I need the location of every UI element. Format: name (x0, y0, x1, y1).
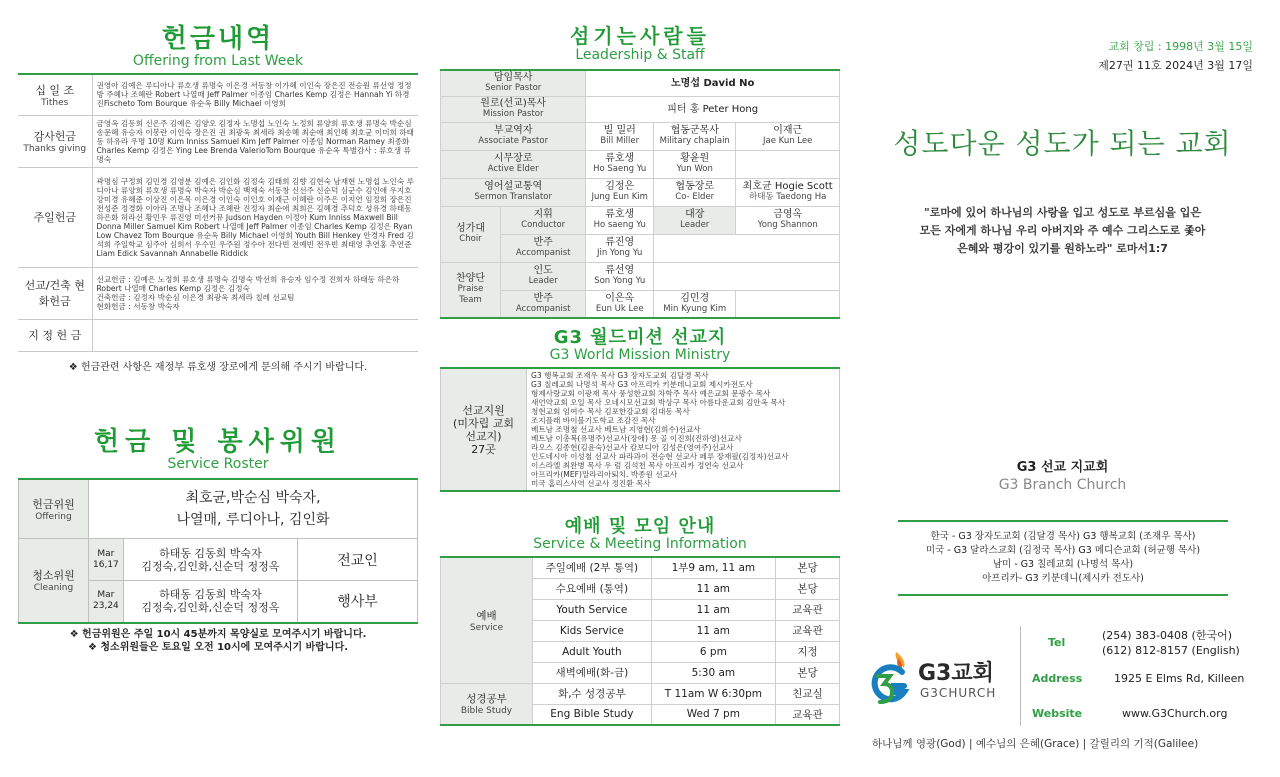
staff-empty (736, 290, 840, 318)
staff-name (586, 206, 654, 234)
service-name: 주일예배 (2부 통역) (533, 557, 652, 578)
members-line-1: 하태동 김동희 박숙자 (159, 588, 262, 602)
members-line-1: 하태동 김동희 박숙자 (159, 546, 262, 560)
mission-section (440, 323, 840, 492)
role-en: Praise (457, 284, 484, 295)
offering-names: 권영아 김예은 루디아나 류호생 류명숙 이은경 서동창 이가혜 이인숙 장은진 전승원 류선영 정정방 주혜나 조혜란 Robert 나열매 Jeff Palmer 이종임 Charles Kemp 김정은 Hannah Yi 하경진Fischeto Tom Bourque 유순옥 Billy Michael 이영희 (92, 75, 418, 115)
staff-name (586, 262, 654, 290)
offering-role (19, 479, 89, 539)
mission-list (527, 368, 840, 491)
name-ko: 류호생 (605, 209, 635, 220)
service-time: 11 am (651, 599, 775, 620)
offering-title: 헌금내역 (161, 24, 275, 54)
staff-column (440, 0, 840, 726)
staff-role (441, 70, 586, 96)
service-place: 교육관 (776, 599, 840, 620)
staff-role (441, 150, 586, 178)
role-ko: 인도 (533, 265, 553, 276)
role-en: Team (459, 295, 482, 306)
role-en: Accompanist (515, 248, 571, 258)
table-row (441, 96, 840, 122)
staff-empty (654, 234, 840, 262)
group-en: Bible Study (460, 706, 513, 717)
table-row (18, 319, 418, 351)
table-row (18, 75, 418, 115)
name-en: Jae Kun Lee (763, 136, 813, 146)
name-ko: 황윤원 (680, 153, 710, 164)
staff-role (501, 206, 586, 234)
tel-numbers (1102, 628, 1240, 658)
table-row (19, 479, 418, 539)
table-row (441, 70, 840, 96)
branch-item: 남미 - G3 칠레교회 (나명석 목사) (992, 559, 1134, 570)
name-en: Min Kyung Kim (663, 303, 727, 314)
offering-label (18, 319, 92, 351)
staff-name (654, 290, 736, 318)
name-en: 하태동 Taedong Ha (749, 192, 827, 202)
service-section (440, 512, 840, 726)
issue-number: 제27권 11호 2024년 3월 17일 (1098, 59, 1253, 72)
role-en: Accompanist (515, 303, 571, 314)
name-ko: 이재근 (773, 125, 803, 136)
service-time: 11 am (651, 578, 775, 599)
staff-role (501, 234, 586, 262)
mission-table (440, 367, 840, 492)
branch-subtitle: G3 Branch Church (998, 477, 1127, 493)
website-link[interactable]: www.G3Church.org (1122, 707, 1228, 720)
date-days: 16,17 (93, 559, 119, 570)
roster-title: 헌금 및 봉사위원 (94, 426, 342, 457)
roster-note-1: ❖ 헌금위원은 주일 10시 45분까지 목양실로 모여주시기 바랍니다. (69, 628, 367, 640)
role-en: Active Elder (487, 164, 539, 174)
label-ko: 선교/건축 현화헌금 (24, 279, 85, 308)
staff-title: 섬기는사람들 (570, 24, 710, 48)
label-en: Tithes (41, 97, 69, 108)
name-en: Military chaplain (659, 136, 730, 146)
service-place: 본당 (776, 662, 840, 683)
staff-role (441, 178, 586, 206)
verse-line: 은혜와 평강이 있기를 원하노라" 로마서1:7 (957, 242, 1168, 255)
mission-line: 베트남 이총복(유명주)선교사(장애) 몽 골 이진희(진하영)선교사 (531, 434, 742, 443)
cleaning-date (89, 581, 124, 623)
staff-section (440, 20, 840, 319)
date-month: Mar (97, 590, 115, 601)
staff-name (586, 178, 654, 206)
role-ko: 영어설교통역 (484, 181, 543, 192)
staff-empty (736, 150, 840, 178)
table-row (18, 115, 418, 167)
offering-label (18, 115, 92, 167)
service-name: 화,수 성경공부 (533, 683, 652, 704)
roster-note-2: ❖ 청소위원들은 토요일 오전 10시에 모여주시기 바랍니다. (87, 641, 349, 653)
staff-name (586, 150, 654, 178)
cleaning-group: 전교인 (298, 539, 418, 581)
name-ko: 류선영 (605, 265, 635, 276)
date-days: 23,24 (93, 601, 119, 612)
service-table (440, 556, 840, 726)
address-label: Address (1032, 672, 1083, 685)
staff-name (736, 178, 840, 206)
name-en: Jin Yong Yu (597, 248, 643, 258)
mission-title: G3 월드미션 선교지 (553, 327, 727, 348)
address-value: 1925 E Elms Rd, Killeen (1114, 672, 1245, 685)
founded-date: 교회 창립 : 1998년 3월 15일 (1108, 40, 1253, 53)
cleaning-group: 행사부 (298, 581, 418, 623)
service-title: 예배 및 모임 안내 (564, 516, 716, 537)
name-ko: 협동장로 (675, 181, 715, 192)
branch-header (860, 456, 1265, 493)
members-line-1: 최호균,박순심 박숙자, (185, 489, 321, 506)
name-en: Ho Saeng Yu (593, 164, 647, 174)
cleaning-role (19, 539, 89, 623)
role-ko: 반주 (533, 292, 553, 304)
name-ko: 김민경 (680, 292, 710, 304)
issue-info (1098, 38, 1253, 73)
service-place: 교육관 (776, 704, 840, 725)
service-time: 5:30 am (651, 662, 775, 683)
service-name: Kids Service (533, 620, 652, 641)
g3-logo-icon (866, 648, 912, 708)
name-en: Ho saeng Yu (593, 220, 646, 230)
mission-line: 베트남 조명철 선교사 베트남 지영현(김희수)선교사 (531, 425, 701, 434)
name-ko: 김정은 (605, 181, 635, 192)
service-group-label (441, 683, 533, 725)
date-month: Mar (97, 548, 115, 559)
name-ko: 류호생 (605, 153, 635, 164)
branch-item: 미국 - G3 달라스교회 (김정국 목사) G3 메디슨교회 (허균행 목사) (925, 545, 1201, 556)
staff-role (441, 122, 586, 150)
church-motto: 성도다운 성도가 되는 교회 (893, 127, 1232, 160)
offering-label (18, 75, 92, 115)
role-en: Offering (35, 511, 72, 522)
offering-subtitle: Offering from Last Week (132, 53, 304, 69)
mission-line: 청현교회 임여수 목사 김포한강교회 김대동 목사 (531, 407, 690, 416)
staff-name (586, 234, 654, 262)
service-group-label (441, 557, 533, 683)
offering-label (18, 267, 92, 319)
church-logo (866, 648, 1016, 708)
staff-role (654, 206, 736, 234)
staff-name (654, 150, 736, 178)
offering-section (18, 18, 418, 373)
name-en: Yong Shannon (757, 220, 818, 230)
role-ko: 원로(선교)목사 (480, 98, 547, 109)
label-ko: 주일헌금 (33, 211, 76, 224)
role-ko: 헌금위원 (32, 497, 75, 511)
cleaning-members (123, 539, 297, 581)
mission-subtitle: G3 World Mission Ministry (549, 347, 731, 363)
offering-names: 선교헌금 : 김예은 노정희 류호생 류명숙 김명숙 박선희 유승자 임수정 진희자 하태동 하은하 Robert 나열매 Charles Kemp 김정은 김정숙 건축헌금 : 김정자 박순심 이은경 최광욱 최세라 칠레 선교팀 현화헌금 : 서동창 박숙자 (92, 267, 418, 319)
name-en: Eun Uk Lee (595, 303, 644, 314)
service-place: 본당 (776, 578, 840, 599)
offering-label (18, 167, 92, 267)
logo-name-en: G3CHURCH (920, 686, 997, 700)
members-line-2: 김정숙,김인화,신순덕 정정옥 (141, 601, 280, 615)
members-line-2: 나열매, 루디아나, 김인화 (176, 511, 330, 528)
service-time: 11 am (651, 620, 775, 641)
branch-title: G3 선교 지교회 (1016, 460, 1109, 475)
role-en: Leader (528, 276, 558, 286)
role-ko: 성가대 (456, 223, 485, 234)
tel-korean: (254) 383-0408 (한국어) (1102, 629, 1232, 642)
table-row (441, 122, 840, 150)
group-ko: 성경공부 (466, 693, 507, 706)
mission-line: 형제사랑교회 이광재 목사 풍성한교회 차학주 목사 예은교회 문광수 목사 (531, 389, 771, 398)
role-en: Leader (680, 220, 710, 230)
mission-line: G3 행복교회 조재우 목사 G3 장자도교회 김달경 목사 (531, 371, 709, 380)
branch-item: 아프리카- G3 키분데니(제시카 전도사) (982, 573, 1144, 584)
mission-line: 조지플래 바이블기도학교 조감진 목사 (531, 416, 656, 425)
group-en: Service (469, 622, 504, 633)
service-name: 새벽예배(화-금) (533, 662, 652, 683)
service-subtitle: Service & Meeting Information (533, 536, 747, 552)
offering-names: 곽명심 구정희 김민경 김영분 김예은 김인화 김정숙 김태희 김향 김현숙 남재현 노명섭 노인숙 루디아나 류양희 류호생 류명숙 박숙자 박순심 백재숙 서동창 신선주 신순덕 심군수 김인애 우지호 강미경 유혜준 이상진 이은목 이은경 이인숙 이인호 이재근 이혜란 이주은 이지연 임정희 장은진 전성준 정경화 이아라 조명나 조혜나 조혜란 진정자 최순애 최희은 김혜경 추덕호 성유경 하태동 하은화 허라선 황민우 류진영 미션커뮤 Judson Hayden 이정아 Kum Inniss Maxwell Bill Donna Miller Samuel Kim Robert 나열매 Jeff Palmer 이종임 Charles Kemp 김정은 Ryan Low Chavez Tom Bourque 유순옥 Billy Michael 이영희 Youth Bill Henkey 안경자 Fred 김석희 주일학교 심주아 심희서 우수민 우주원 정수아 전다빈 전예빈 전우빈 최태영 추연홍 추연준 Liam Edick Savannah Annabelle Riddick (92, 167, 418, 267)
service-time: Wed 7 pm (651, 704, 775, 725)
staff-name (654, 122, 736, 150)
staff-role (441, 96, 586, 122)
name-ko: 협동군목사 (670, 125, 719, 136)
table-row (441, 262, 840, 290)
label-ko: 십 일 조 (35, 83, 75, 97)
table-row (18, 267, 418, 319)
role-en: Cleaning (33, 583, 74, 594)
name-ko: 류진영 (605, 237, 635, 248)
service-name: Youth Service (533, 599, 652, 620)
mission-line: 이스라엘 최완병 목사 우 럼 김석천 목사 아프리카 정연숙 선교사 (531, 461, 744, 470)
role-ko: 담임목사 (493, 72, 533, 84)
staff-name (736, 206, 840, 234)
offering-names: 금영옥 김동희 신은주 김예은 김양오 김정자 노명섭 노인숙 노정희 류양희 류호생 류명숙 박순심 송문혜 유승자 이봉란 이인숙 장은진 권 최광욱 최세라 최송혜 최순애 최인혜 최호균 이미희 하태동 하유라 우명 10명 Kum Inniss Samuel Kim Jeff Palmer 이종임 Norman Ramey 최종화 Charles Kemp 김정은 Ying Lee Brenda ValerioTom Bourque 유순옥 특별감사 : 류호생 류명숙 (92, 115, 418, 167)
mission-line: 라오스 김종현(김윤숙)선교사 캄보디아 김성은(영여주)선교사 (531, 443, 734, 452)
bible-verse (860, 204, 1265, 258)
table-row (441, 290, 840, 318)
offering-table (18, 75, 418, 352)
staff-empty (654, 262, 840, 290)
mission-line: 새언약교회 오일 목사 오네시모선교회 박상구 목사 아름다운교회 김안옥 목사 (531, 398, 786, 407)
verse-line: 모든 자에게 하나님 우리 아버지와 주 예수 그리스도로 좇아 (919, 224, 1206, 237)
service-time: 1부9 am, 11 am (651, 557, 775, 578)
staff-name (736, 122, 840, 150)
choir-label (441, 206, 501, 262)
roster-subtitle: Service Roster (167, 455, 269, 472)
staff-name (654, 178, 736, 206)
service-name: 수요예배 (통역) (533, 578, 652, 599)
name-ko: 이은옥 (605, 292, 635, 304)
name-ko: 최호균 Hogie Scott (742, 181, 833, 192)
mission-line: 미국 홈리스사역 선교사 정진환 목사 (531, 479, 651, 488)
service-name: Eng Bible Study (533, 704, 652, 725)
name-ko: 빌 밀러 (603, 125, 636, 136)
role-ko: 반주 (533, 237, 553, 248)
name-en: Co- Elder (675, 192, 715, 202)
staff-name: 노명섭 David No (586, 70, 840, 96)
staff-role (501, 262, 586, 290)
praise-label (441, 262, 501, 318)
table-row (441, 178, 840, 206)
role-ko: 시무장로 (493, 153, 533, 164)
service-time: T 11am W 6:30pm (651, 683, 775, 704)
table-row (18, 167, 418, 267)
footer-slogan: 하나님께 영광(God) | 예수님의 은혜(Grace) | 갈릴리의 기적(Galilee) (872, 738, 1199, 750)
service-time: 6 pm (651, 641, 775, 662)
name-en: Jung Eun Kim (591, 192, 648, 202)
mission-line: 인도네시아 이성철 선교사 파라과이 전승현 선교사 페루 장재필(김정자)선교사 (531, 452, 789, 461)
role-en: Choir (459, 234, 482, 244)
staff-name: 피터 홍 Peter Hong (586, 96, 840, 122)
table-row (19, 539, 418, 581)
role-ko: 대장 (685, 209, 705, 220)
role-ko: 청소위원 (32, 569, 75, 583)
staff-subtitle: Leadership & Staff (575, 47, 705, 63)
service-place: 친교실 (776, 683, 840, 704)
role-en: Associate Pastor (478, 136, 549, 146)
service-place: 교육관 (776, 620, 840, 641)
roster-table (18, 478, 418, 624)
contact-divider (1020, 626, 1021, 726)
role-en: Mission Pastor (482, 109, 544, 119)
staff-role (501, 290, 586, 318)
staff-name (586, 122, 654, 150)
service-place: 지정 (776, 641, 840, 662)
label-en: Thanks giving (23, 144, 87, 154)
verse-line: "로마에 있어 하나님의 사랑을 입고 성도로 부르심을 입은 (924, 206, 1201, 219)
branch-list (898, 520, 1228, 596)
mission-line: 아프리카(MEF)말라리아퇴치. 박종원 선교사 (531, 470, 678, 479)
table-row (441, 206, 840, 234)
staff-table (440, 69, 840, 319)
service-name: Adult Youth (533, 641, 652, 662)
table-row (441, 234, 840, 262)
name-en: Bill Miller (600, 136, 640, 146)
mission-label: 선교지원 (미자립 교회 선교지) 27곳 (441, 368, 527, 491)
offering-column (18, 0, 418, 654)
offering-note: ❖ 헌금관련 사항은 재정부 류호생 장로에게 문의해 주시기 바랍니다. (68, 361, 368, 373)
members-line-2: 김정숙,김인화,신순덕 정정옥 (141, 559, 280, 573)
table-row (441, 150, 840, 178)
branch-item: 한국 - G3 장자도교회 (김달경 목사) G3 행복교회 (조재우 목사) (930, 531, 1196, 542)
logo-name-ko: G3교회 (918, 661, 994, 686)
role-ko: 부교역자 (493, 125, 533, 136)
role-en: Sermon Translator (474, 192, 552, 202)
mission-line: G3 칠레교회 나명석 목사 G3 아프리카 키분데니교회 제시카전도사 (531, 380, 753, 389)
role-en: Conductor (521, 220, 566, 230)
offering-members (89, 479, 418, 539)
name-en: Son Yong Yu (594, 276, 646, 286)
website-label: Website (1032, 707, 1083, 720)
staff-name (586, 290, 654, 318)
cleaning-members (123, 581, 297, 623)
service-place: 본당 (776, 557, 840, 578)
cleaning-date (89, 539, 124, 581)
table-row (441, 557, 840, 578)
name-ko: 금영옥 (773, 209, 803, 220)
group-ko: 예배 (476, 609, 497, 622)
table-row (441, 683, 840, 704)
table-row (441, 368, 840, 491)
role-ko: 찬양단 (456, 273, 485, 285)
label-ko: 지 정 헌 금 (28, 329, 82, 342)
name-en: Yun Won (676, 164, 713, 174)
tel-label: Tel (1048, 636, 1066, 649)
tel-english: (612) 812-8157 (English) (1102, 644, 1240, 657)
role-ko: 지휘 (533, 209, 553, 220)
role-en: Senior Pastor (485, 83, 542, 94)
label-ko: 감사헌금 (33, 130, 76, 143)
roster-section (18, 421, 418, 654)
offering-names (92, 319, 418, 351)
